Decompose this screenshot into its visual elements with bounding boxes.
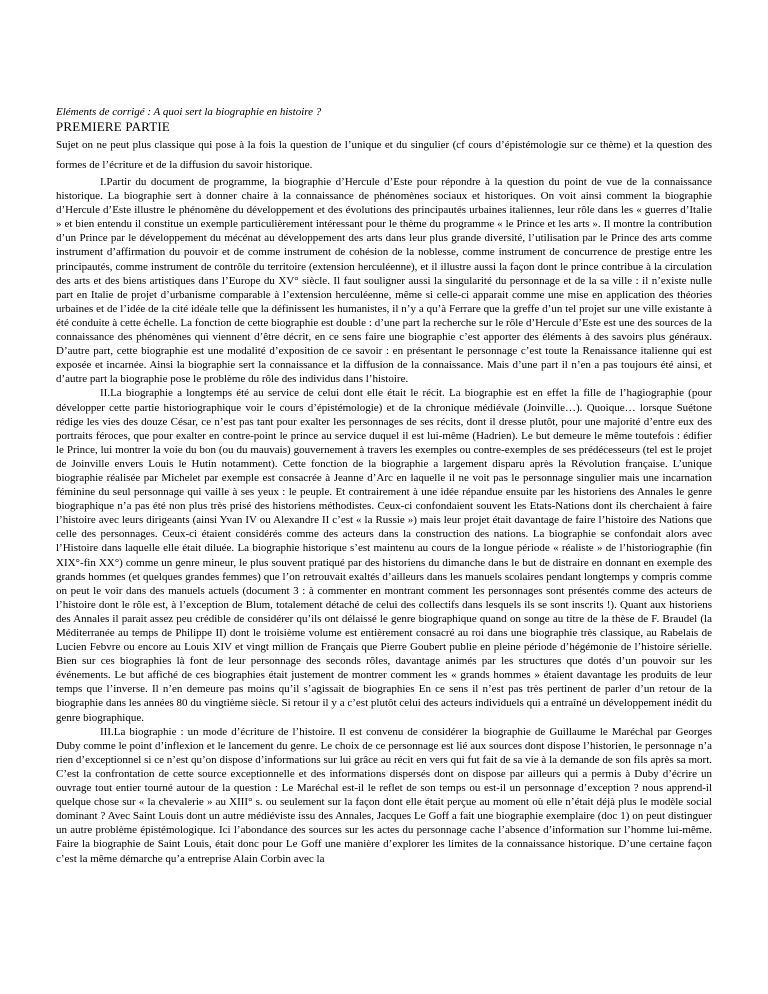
intro-paragraph: Sujet on ne peut plus classique qui pose à la fois la question de l’unique et du singulier (cf cours d’épistémologie sur ce thème) et la question des formes de l’écriture et de la diffusion du savoir historique. <box>56 139 712 171</box>
section-paragraph <box>56 386 712 724</box>
section-number: III. <box>100 725 114 738</box>
section-text: La biographie a longtemps été au service de celui dont elle était le récit. La biographie est en effet la fille de l’hagiographie (pour développer cette partie historiographique voir le cours d’épistémologie) et de la chronique médiévale (Joinville…). Quoique… lorsque Suétone rédige les vies des douze César, ce n’est pas tant pour exalter les personnages de ses récits, dont il dresse plutôt, pour une majorité d’entre eux des portraits féroces, que pour exalter en contre-point le prince au service duquel il est lui-même (Hadrien). Le but demeure le même toutefois : édifier le Prince, lui montrer la voie du bon (ou du mauvais) gouvernement à travers les exemples ou contre-exemples de ses prédécesseurs (tel est le projet de Joinville envers Louis le Hutin notamment). Cette fonction de la biographie a largement disparu après la Révolution française. L’unique biographie réalisée par Michelet par exemple est consacrée à Jeanne d’Arc en laquelle il ne voit pas le personnage singulier mais une incarnation féminine du seul personnage qui vaille à ses yeux : le peuple. Et contrairement à une idée répandue ensuite par les historiens des Annales le genre biographique n’a pas été non plus très prisé des historiens méthodistes. Ceux-ci confondaient souvent les Etats-Nations dont ils cherchaient à faire l’histoire avec leurs dirigeants (ainsi Yvan IV ou Alexandre II c’est « la Russie ») mais leur projet était davantage de faire l’histoire des Nations que celle des personnages. Ceux-ci étaient considérés comme des acteurs dans la construction des nations. La biographie se confondait alors avec l’Histoire dans laquelle elle était diluée. La biographie historique s’est maintenu au cours de la longue période « réaliste » de l’historiographie (fin XIX°-fin XX°) comme un genre mineur, le plus souvent pratiqué par des historiens du dimanche dans le but de distraire en donnant en exemple des grands hommes (et quelques grandes femmes) que l’on retrouvait exaltés d’ailleurs dans les manuels scolaires pendant longtemps y compris comme on peut le voir dans des manuels actuels (document 3 : à commenter en montrant comment les personnages sont présentés comme des acteurs de l’histoire dont le rôle est, à l’exception de Blum, totalement détaché de celui des collectifs dans lesquels ils se sont inscrits !). Quant aux historiens des Annales il parait assez peu crédible de considérer qu’ils ont délaissé le genre biographique quand on songe au titre de la thèse de F. Braudel (la Méditerranée au temps de Philippe II) dont le troisième volume est entièrement consacré au roi dans une biographie très classique, au Rabelais de Lucien Febvre ou encore au Louis XIV et vingt million de Français que Pierre Goubert publie en pleine période d’hégémonie de l’histoire sérielle. Bien sur ces biographies là font de leur personnage des seconds rôles, davantage animés par les structures que dotés d’un pouvoir sur les événements. Le but affiché de ces biographies était justement de montrer comment les « grands hommes » étaient davantage les produits de leur temps que l’inverse. Il n’en demeure pas moins qu’il s’agissait de biographies En ce sens il n’est pas très pertinent de parler d’un retour de la biographie dans les années 80 du vingtième siècle. Si retour il y a c’est plutôt celui des acteurs individuels qui a entraîné un développement inédit du genre biographique. <box>56 387 712 724</box>
section-text: Partir du document de programme, la biographie d’Hercule d’Este pour répondre à la question du point de vue de la connaissance historique. La biographie sert à donner chaire à la connaissance de phénomènes sociaux et historiques. On voit ainsi comment la biographie d’Hercule d’Este illustre le phénomène du développement et des évolutions des principautés urbaines italiennes, leur rôle dans les « guerres d’Italie » et bien entendu il constitue un exemple particulièrement intéressant pour le thème du programme « le Prince et les arts ». Il montre la contribution d’un Prince par le développement du mécénat au développement des arts dans leur plus grande diversité, l’utilisation par le Prince des arts comme instrument d’affirmation du pouvoir et de comme instrument de cohésion de la noblesse, comme instrument de concurrence de prestige entre les principautés, comme instrument de contrôle du territoire (extension herculéenne), et il illustre aussi la façon dont le prince contribue à la circulation des arts et des biens artistiques dans l’Europe du XV° siècle. Il faut souligner aussi la singularité du personnage et de la sa ville : il n’existe nulle part en Italie de projet d’urbanisme comparable à l’extension herculéenne, même si celle-ci apparait comme une mise en application des théories urbaines et de l’idée de la cité idéale telle que la définissent les humanistes, il n’y a qu’à Ferrare que la greffe d’un tel projet sur une ville existante à été conduite à cette échelle. La fonction de cette biographie est double : d’une part la recherche sur le rôle d’Hercule d’Este est une des sources de la connaissance des phénomènes qui viennent d’être décrit, en ce sens faire une biographie c’est apporter des éléments à des savoirs plus généraux. D’autre part, cette biographie est une modalité d’exposition de ce savoir : en présentant le personnage c’est toute la Renaissance italienne qui est exposée et incarnée. Ainsi la biographie sert la connaissance et la diffusion de la connaissance. Mais d’une part il n’en a pas toujours été ainsi, et d’autre part la biographie pose le problème du rôle des individus dans l’histoire. <box>56 176 712 386</box>
document-title: Eléments de corrigé : A quoi sert la biographie en histoire ? <box>56 106 322 118</box>
section-number: II. <box>100 387 111 400</box>
section-number: I. <box>100 176 107 188</box>
section-paragraph <box>56 175 712 386</box>
section-paragraph <box>56 725 712 866</box>
section-text: La biographie : un mode d’écriture de l’histoire. Il est convenu de considérer la biographie de Guillaume le Maréchal par Georges Duby comme le point d’inflexion et le lancement du genre. Le choix de ce personnage est lié aux sources dont dispose l’historien, le personnage n’a rien d’exceptionnel si ce n’est qu’on dispose d’informations sur lui grâce au récit en vers qui fut fait de sa vie à la demande de son fils après sa mort. C’est la confrontation de cette source exceptionnelle et des informations dispersés dont on dispose par ailleurs qui a permis à Duby d’écrire un ouvrage tout entier tourné autour de la question : Le Maréchal est-il le reflet de son temps ou est-il un personnage d’exception ? nous apprend-il quelque chose sur « la chevalerie » au XIII° s. ou seulement sur la façon dont elle était perçue au moment où elle n’était déjà plus le modèle social dominant ? Avec Saint Louis dont un autre médiéviste issu des Annales, Jacques Le Goff a fait une biographie exemplaire (doc 1) on peut distinguer un autre problème épistémologique. Ici l’abondance des sources sur les actes du personnage cache l’absence d’information sur l’homme lui-même. Faire la biographie de Saint Louis, était donc pour Le Goff une manière d’explorer les limites de la connaissance historique. D’une certaine façon c’est la même démarche qu’a entreprise Alain Corbin avec la <box>56 725 712 865</box>
part-heading: PREMIERE PARTIE <box>56 119 171 134</box>
